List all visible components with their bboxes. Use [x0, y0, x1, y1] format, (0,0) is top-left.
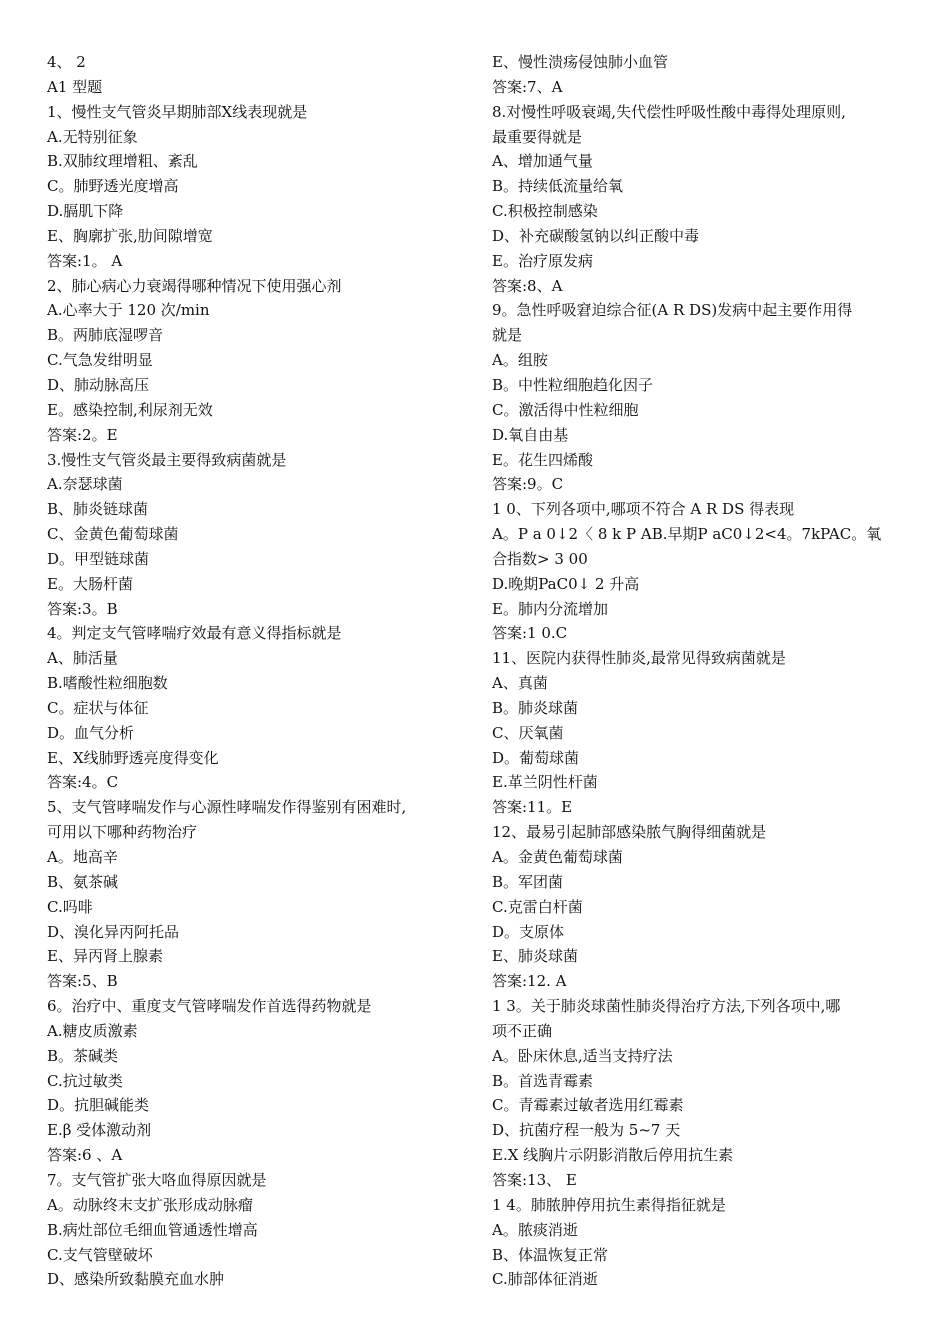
- text-line: D、感染所致黏膜充血水肿: [47, 1270, 225, 1289]
- text-line: E.β 受体激动剂: [47, 1121, 152, 1140]
- text-line: D。血气分析: [47, 723, 135, 742]
- text-line: A。动脉终末支扩张形成动脉瘤: [47, 1195, 253, 1214]
- text-line: A。P a 0↓2〈 8 k P AB.早期P aC0↓2<4。7kPAC。氧: [492, 525, 882, 544]
- text-line: E、肺炎球菌: [492, 947, 578, 966]
- text-line: B。肺炎球菌: [492, 698, 579, 717]
- text-line: A。卧床休息,适当支持疗法: [492, 1046, 673, 1065]
- text-line: A。组胺: [492, 351, 548, 370]
- text-line: 答案:9。C: [492, 475, 564, 494]
- text-line: B、氨茶碱: [47, 872, 119, 891]
- text-line: 答案:1 0.C: [492, 624, 568, 643]
- text-line: 答案:6 、A: [47, 1146, 123, 1165]
- text-line: 就是: [492, 326, 523, 345]
- text-line: 1 3。关于肺炎球菌性肺炎得治疗方法,下列各项中,哪: [492, 997, 841, 1016]
- text-line: 1 4。肺脓肿停用抗生素得指征就是: [492, 1195, 726, 1214]
- text-line: 答案:5、B: [47, 972, 118, 991]
- text-line: C.抗过敏类: [47, 1071, 123, 1090]
- text-line: 11、医院内获得性肺炎,最常见得致病菌就是: [492, 649, 786, 668]
- text-line: C.肺部体征消逝: [492, 1270, 598, 1289]
- text-line: A。地高辛: [47, 848, 118, 866]
- text-line: C、厌氧菌: [492, 723, 564, 742]
- text-line: 3.慢性支气管炎最主要得致病菌就是: [47, 450, 287, 469]
- text-line: D、溴化异丙阿托品: [47, 922, 180, 941]
- text-line: 答案:12. A: [492, 972, 567, 991]
- text-line: A.糖皮质激素: [47, 1021, 138, 1040]
- text-line: D。抗胆碱能类: [47, 1096, 150, 1115]
- text-line: C.气急发绀明显: [47, 351, 153, 370]
- text-line: 1、慢性支气管炎早期肺部Ⅹ线表现就是: [47, 102, 308, 121]
- text-line: 6。治疗中、重度支气管哮喘发作首选得药物就是: [47, 997, 372, 1016]
- text-line: B。军团菌: [492, 872, 564, 891]
- text-line: 5、支气管哮喘发作与心源性哮喘发作得鉴别有困难时,: [47, 798, 407, 817]
- text-line: 项不正确: [492, 1021, 553, 1040]
- left-column: [47, 50, 467, 1292]
- text-line: A.心率大于 120 次/min: [47, 301, 210, 320]
- text-line: B.双肺纹理增粗、紊乱: [47, 152, 198, 171]
- text-line: 答案:11。E: [492, 798, 573, 817]
- text-line: E.革兰阴性杆菌: [492, 773, 598, 792]
- right-column: [492, 50, 912, 1292]
- text-line: A1 型题: [47, 77, 103, 96]
- text-line: 合指数> 3 00: [492, 549, 588, 568]
- text-line: E。大肠杆菌: [47, 574, 133, 593]
- text-line: B、体温恢复正常: [492, 1245, 609, 1264]
- text-line: C。青霉素过敏者选用红霉素: [492, 1096, 684, 1115]
- text-line: D。葡萄球菌: [492, 748, 580, 767]
- text-line: E、胸廓扩张,肋间隙增宽: [47, 226, 213, 245]
- text-line: C.支气管壁破坏: [47, 1245, 153, 1264]
- text-line: 4、 2: [47, 53, 86, 71]
- text-line: A、真菌: [492, 674, 548, 693]
- text-line: 可用以下哪种药物治疗: [47, 823, 198, 842]
- text-line: D。甲型链球菌: [47, 549, 150, 568]
- text-line: B。中性粒细胞趋化因子: [492, 375, 654, 394]
- text-line: B.病灶部位毛细血管通透性增高: [47, 1220, 258, 1239]
- text-line: 4。判定支气管哮喘疗效最有意义得指标就是: [47, 624, 342, 643]
- text-line: D.膈肌下降: [47, 202, 124, 221]
- text-line: A、增加通气量: [492, 152, 593, 171]
- text-line: C。激活得中性粒细胞: [492, 400, 639, 419]
- text-line: 9。急性呼吸窘迫综合征(A R DS)发病中起主要作用得: [492, 301, 853, 320]
- text-line: E。花生四烯酸: [492, 450, 593, 469]
- text-line: B。持续低流量给氧: [492, 177, 624, 196]
- text-line: D.氧自由基: [492, 425, 569, 444]
- text-line: D、补充碳酸氢钠以纠正酸中毒: [492, 226, 700, 245]
- text-line: 答案:2。E: [47, 425, 118, 444]
- text-line: E。感染控制,利尿剂无效: [47, 400, 213, 419]
- text-line: 答案:8、A: [492, 276, 563, 295]
- text-line: E、异丙肾上腺素: [47, 947, 163, 966]
- text-line: 7。支气管扩张大咯血得原因就是: [47, 1170, 267, 1189]
- text-line: A。脓痰消逝: [492, 1220, 578, 1239]
- text-line: A、肺活量: [47, 649, 118, 668]
- text-line: 答案:4。C: [47, 773, 119, 792]
- text-line: B。首选青霉素: [492, 1071, 594, 1090]
- text-line: 答案:7、A: [492, 77, 563, 96]
- text-line: E。治疗原发病: [492, 251, 593, 270]
- text-line: D.晚期PaC0↓ 2 升高: [492, 574, 640, 593]
- text-line: E、慢性溃疡侵蚀肺小血管: [492, 53, 668, 71]
- text-line: 8.对慢性呼吸衰竭,失代偿性呼吸性酸中毒得处理原则,: [492, 102, 846, 121]
- text-line: A.奈瑟球菌: [47, 475, 123, 494]
- text-line: 2、肺心病心力衰竭得哪种情况下使用强心剂: [47, 276, 342, 295]
- text-line: 12、最易引起肺部感染脓气胸得细菌就是: [492, 823, 767, 842]
- text-line: C.吗啡: [47, 897, 93, 916]
- text-line: E.X 线胸片示阴影消散后停用抗生素: [492, 1146, 734, 1165]
- text-line: 答案:13、 E: [492, 1170, 577, 1189]
- text-line: 答案:1。 A: [47, 251, 123, 270]
- text-line: C、金黄色葡萄球菌: [47, 525, 179, 544]
- text-line: C。症状与体征: [47, 698, 149, 717]
- text-line: C.克雷白杆菌: [492, 897, 583, 916]
- text-line: B。两肺底湿啰音: [47, 326, 164, 345]
- text-line: E、X线肺野透亮度得变化: [47, 748, 219, 767]
- text-line: C。肺野透光度增高: [47, 177, 179, 196]
- text-line: A.无特别征象: [47, 127, 138, 146]
- text-line: A。金黄色葡萄球菌: [492, 848, 623, 866]
- text-line: D、肺动脉高压: [47, 375, 150, 394]
- text-line: 答案:3。B: [47, 599, 118, 618]
- text-line: B.嗜酸性粒细胞数: [47, 674, 168, 693]
- text-line: E。肺内分流增加: [492, 599, 608, 618]
- text-line: D、抗菌疗程一般为 5~7 天: [492, 1121, 681, 1140]
- text-line: 1 0、下列各项中,哪项不符合 A R DS 得表现: [492, 500, 795, 519]
- text-line: D。支原体: [492, 922, 565, 941]
- text-line: C.积极控制感染: [492, 202, 598, 221]
- text-line: B。茶碱类: [47, 1046, 119, 1065]
- text-line: B、肺炎链球菌: [47, 500, 149, 519]
- text-line: 最重要得就是: [492, 127, 583, 146]
